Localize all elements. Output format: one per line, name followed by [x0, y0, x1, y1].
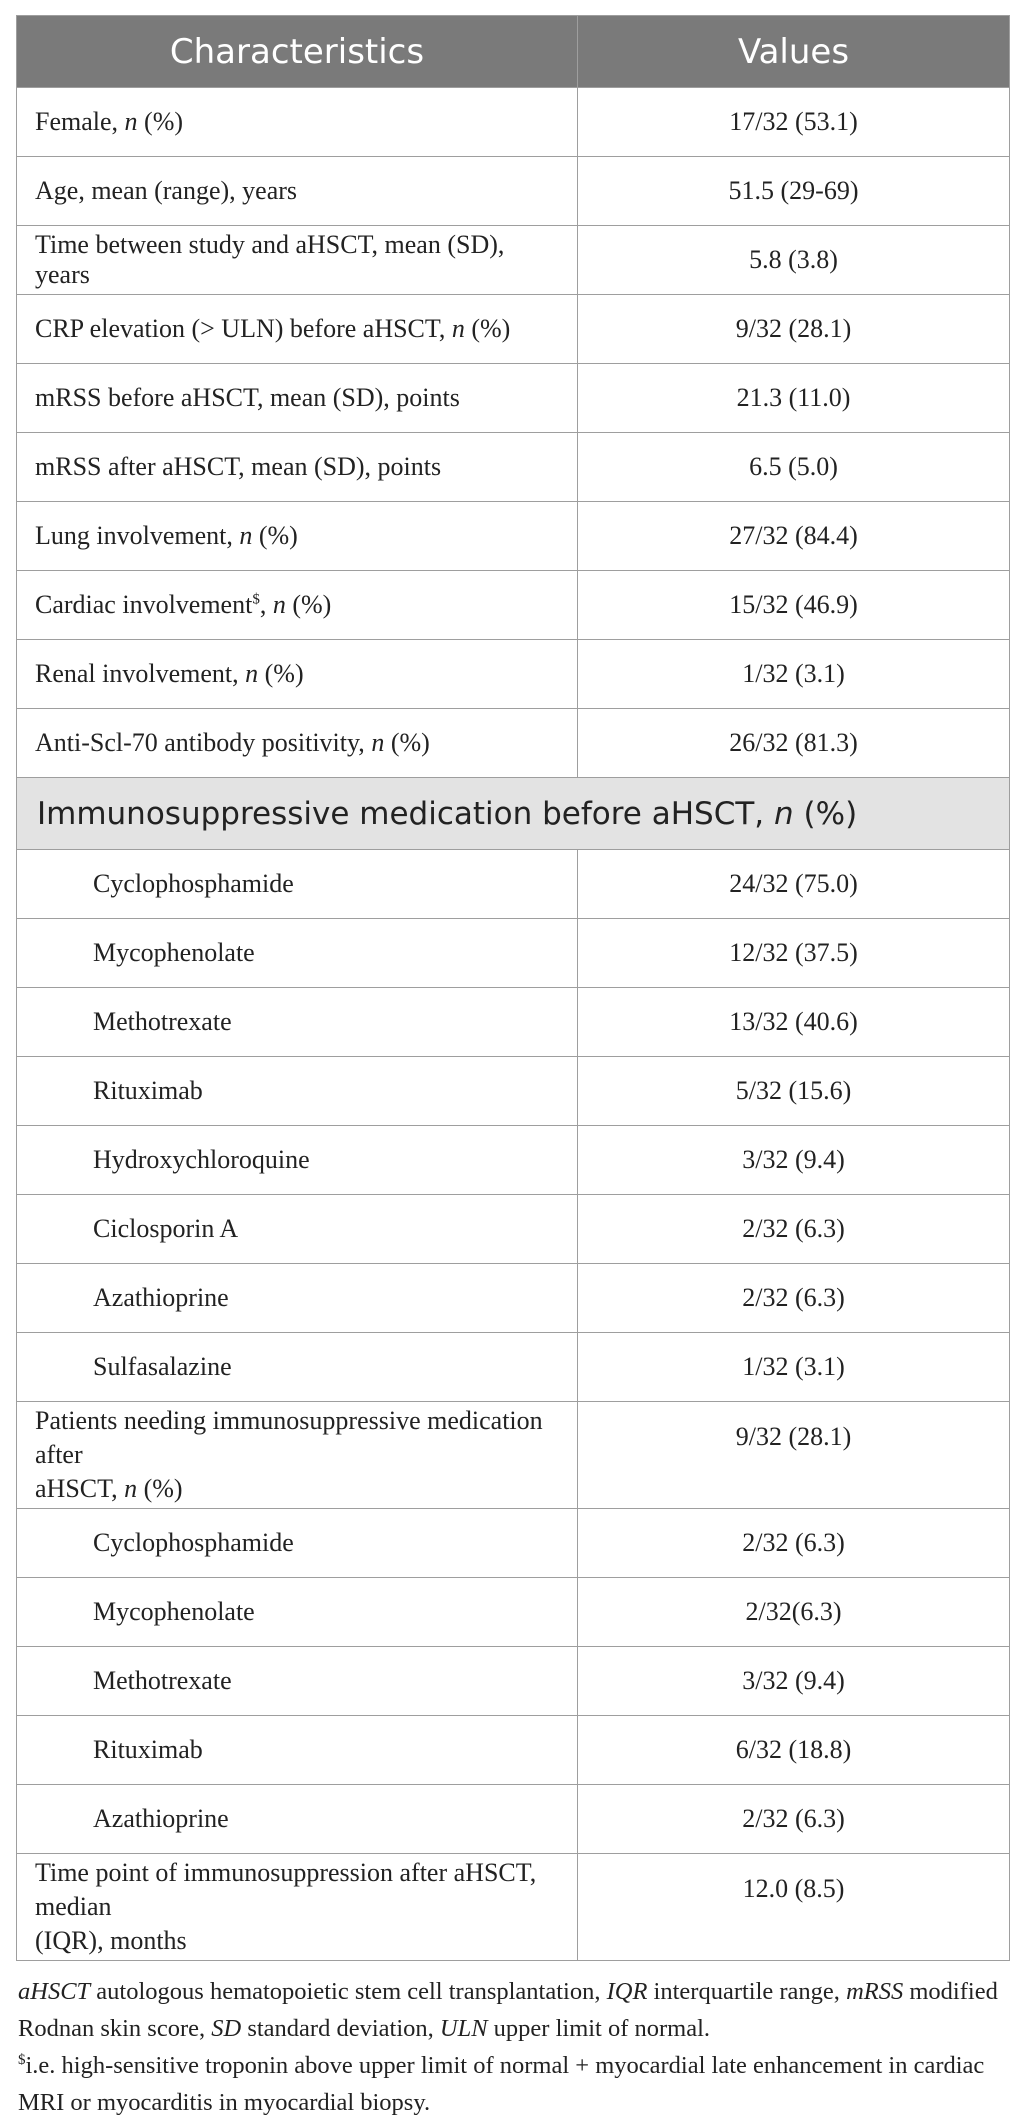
text-fragment: (IQR), months	[35, 1926, 187, 1955]
value-cell: 1/32 (3.1)	[578, 1333, 1010, 1402]
n-symbol: n	[272, 590, 286, 619]
value-cell: 6/32 (18.8)	[578, 1716, 1010, 1785]
text-fragment: (%)	[137, 1474, 183, 1503]
text-fragment: (%)	[384, 728, 430, 757]
value-cell: 2/32 (6.3)	[578, 1509, 1010, 1578]
cardiac-footnote-text: i.e. high-sensitive troponin above upper limit of normal + myocardial late enhancement in cardiac MRI or myocarditis in myocardial biopsy.	[18, 2052, 985, 2116]
characteristic-cell: mRSS after aHSCT, mean (SD), points	[17, 433, 578, 502]
characteristic-cell: Azathioprine	[17, 1785, 578, 1854]
text-fragment: Anti-Scl-70 antibody positivity,	[35, 728, 372, 757]
n-symbol: n	[451, 314, 465, 343]
value-cell: 26/32 (81.3)	[578, 709, 1010, 778]
value-cell: 3/32 (9.4)	[578, 1126, 1010, 1195]
n-symbol: n	[239, 521, 253, 550]
text-fragment: (%)	[137, 107, 184, 136]
characteristic-cell	[17, 640, 578, 709]
medication-row	[17, 1333, 1010, 1402]
table-row	[17, 571, 1010, 640]
n-symbol: n	[124, 1474, 138, 1503]
characteristic-cell	[17, 88, 578, 157]
table-row	[17, 157, 1010, 226]
medication-row	[17, 1264, 1010, 1333]
table-row	[17, 502, 1010, 571]
characteristic-cell: Cyclophosphamide	[17, 850, 578, 919]
n-symbol: n	[371, 728, 385, 757]
characteristic-cell: Time between study and aHSCT, mean (SD), years	[17, 226, 578, 295]
medication-row	[17, 1578, 1010, 1647]
characteristic-cell: Mycophenolate	[17, 1578, 578, 1647]
characteristic-cell: Ciclosporin A	[17, 1195, 578, 1264]
value-cell: 5/32 (15.6)	[578, 1057, 1010, 1126]
table-row	[17, 709, 1010, 778]
characteristic-cell: Rituximab	[17, 1716, 578, 1785]
characteristic-cell	[17, 1402, 578, 1509]
text-fragment: Lung involvement,	[35, 521, 240, 550]
text-fragment: (%)	[285, 590, 332, 619]
footnote-marker: $	[18, 2051, 26, 2068]
characteristic-cell: Sulfasalazine	[17, 1333, 578, 1402]
characteristics-table	[16, 15, 1010, 1961]
text-fragment: CRP elevation (> ULN) before aHSCT,	[35, 314, 452, 343]
value-cell: 2/32 (6.3)	[578, 1264, 1010, 1333]
n-symbol: n	[245, 659, 259, 688]
medication-row	[17, 919, 1010, 988]
value-cell: 1/32 (3.1)	[578, 640, 1010, 709]
value-cell: 3/32 (9.4)	[578, 1647, 1010, 1716]
abbreviation-definition: interquartile range,	[647, 1978, 847, 2005]
section-header	[17, 778, 1010, 850]
text-fragment: Immunosuppressive medication before aHSCT,	[37, 795, 775, 832]
characteristic-cell: Mycophenolate	[17, 919, 578, 988]
abbreviation-definition: modified Rodnan skin score,	[18, 1978, 998, 2042]
medication-row	[17, 1716, 1010, 1785]
table-row	[17, 226, 1010, 295]
characteristic-cell	[17, 571, 578, 640]
table-body	[17, 88, 1010, 1961]
text-fragment: (%)	[793, 795, 858, 832]
table-container	[16, 15, 1010, 2121]
characteristic-cell: Hydroxychloroquine	[17, 1126, 578, 1195]
characteristic-cell	[17, 1854, 578, 1961]
characteristic-cell	[17, 709, 578, 778]
abbreviation-term: mRSS	[846, 1978, 904, 2005]
text-fragment: Cardiac involvement	[35, 590, 253, 619]
text-fragment: Female,	[35, 107, 125, 136]
characteristic-cell: Methotrexate	[17, 1647, 578, 1716]
text-fragment: Renal involvement,	[35, 659, 246, 688]
abbreviation-definition: autologous hematopoietic stem cell transplantation,	[90, 1978, 607, 2005]
medication-row	[17, 988, 1010, 1057]
header-values: Values	[578, 16, 1010, 88]
value-cell: 5.8 (3.8)	[578, 226, 1010, 295]
value-cell: 9/32 (28.1)	[578, 295, 1010, 364]
table-row	[17, 88, 1010, 157]
characteristic-cell: Rituximab	[17, 1057, 578, 1126]
after-needing-row	[17, 1402, 1010, 1509]
text-fragment: (%)	[464, 314, 511, 343]
medication-row	[17, 1195, 1010, 1264]
text-fragment: ,	[259, 590, 273, 619]
value-cell: 24/32 (75.0)	[578, 850, 1010, 919]
characteristic-cell: Azathioprine	[17, 1264, 578, 1333]
characteristic-cell: Age, mean (range), years	[17, 157, 578, 226]
value-cell: 2/32 (6.3)	[578, 1195, 1010, 1264]
text-fragment: Patients needing immunosuppressive medication after	[35, 1406, 543, 1469]
abbreviations-note	[18, 1973, 1010, 2047]
value-cell: 2/32(6.3)	[578, 1578, 1010, 1647]
value-cell: 12/32 (37.5)	[578, 919, 1010, 988]
value-cell: 27/32 (84.4)	[578, 502, 1010, 571]
text-fragment: aHSCT,	[35, 1474, 125, 1503]
value-cell: 51.5 (29-69)	[578, 157, 1010, 226]
abbreviation-term: IQR	[606, 1978, 648, 2005]
header-row	[17, 16, 1010, 88]
header-characteristics: Characteristics	[17, 16, 578, 88]
value-cell: 6.5 (5.0)	[578, 433, 1010, 502]
abbreviation-definition: standard deviation,	[241, 2015, 440, 2042]
table-row	[17, 640, 1010, 709]
value-cell: 21.3 (11.0)	[578, 364, 1010, 433]
characteristic-cell: Cyclophosphamide	[17, 1509, 578, 1578]
table-row	[17, 295, 1010, 364]
footnotes	[16, 1973, 1010, 2121]
medication-row	[17, 1057, 1010, 1126]
value-cell: 12.0 (8.5)	[578, 1854, 1010, 1961]
medication-row	[17, 850, 1010, 919]
text-fragment: Time point of immunosuppression after aHSCT, median	[35, 1858, 537, 1921]
cardiac-footnote	[18, 2047, 1010, 2121]
value-cell: 2/32 (6.3)	[578, 1785, 1010, 1854]
text-fragment: (%)	[252, 521, 298, 550]
table-row	[17, 433, 1010, 502]
footnote-marker: $	[252, 591, 260, 608]
abbreviation-term: ULN	[439, 2015, 488, 2042]
n-symbol: n	[774, 795, 794, 832]
table-row	[17, 364, 1010, 433]
time-point-row	[17, 1854, 1010, 1961]
value-cell: 13/32 (40.6)	[578, 988, 1010, 1057]
characteristic-cell	[17, 502, 578, 571]
value-cell: 17/32 (53.1)	[578, 88, 1010, 157]
medication-row	[17, 1509, 1010, 1578]
abbreviation-term: SD	[211, 2015, 242, 2042]
abbreviation-term: aHSCT	[18, 1978, 91, 2005]
abbreviation-definition: upper limit of normal.	[487, 2015, 711, 2042]
value-cell: 9/32 (28.1)	[578, 1402, 1010, 1509]
medication-row	[17, 1785, 1010, 1854]
section-header-row	[17, 778, 1010, 850]
characteristic-cell: mRSS before aHSCT, mean (SD), points	[17, 364, 578, 433]
medication-row	[17, 1126, 1010, 1195]
text-fragment: (%)	[258, 659, 304, 688]
value-cell: 15/32 (46.9)	[578, 571, 1010, 640]
n-symbol: n	[124, 107, 138, 136]
characteristic-cell: Methotrexate	[17, 988, 578, 1057]
medication-row	[17, 1647, 1010, 1716]
characteristic-cell	[17, 295, 578, 364]
